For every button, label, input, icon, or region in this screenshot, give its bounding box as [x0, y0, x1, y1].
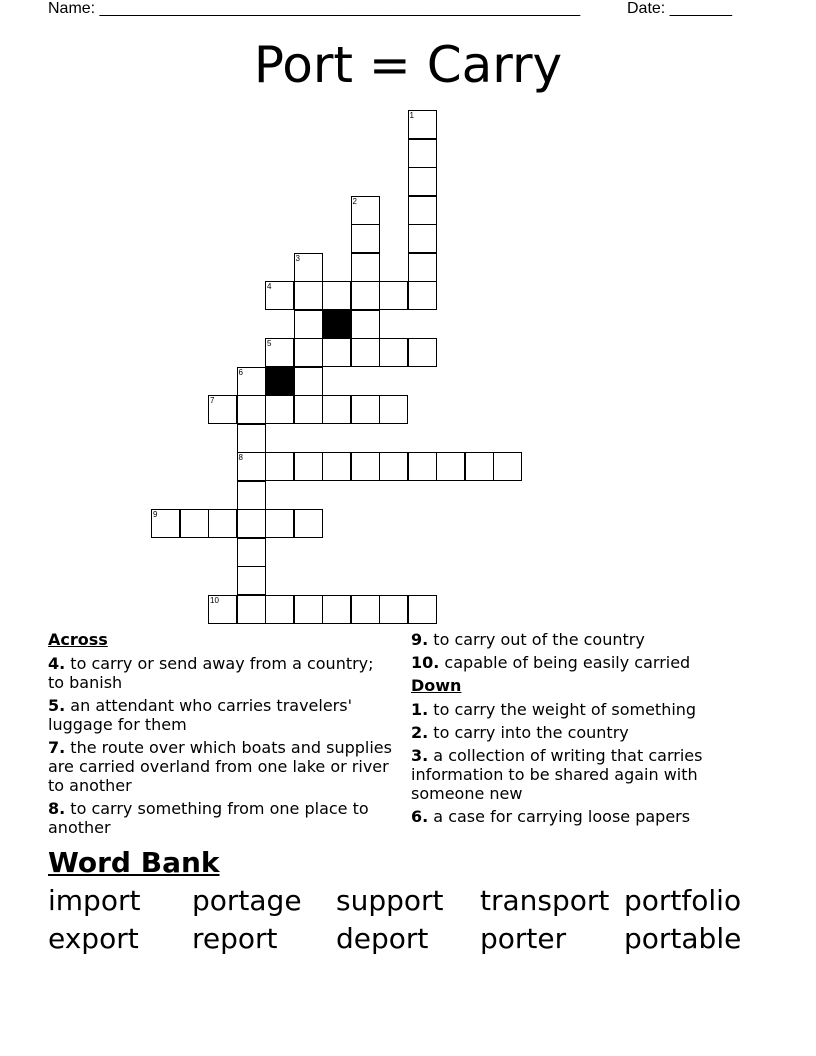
- clue-number-label: 9: [153, 510, 158, 519]
- word-bank-word: portage: [192, 884, 302, 917]
- clue-text: the route over which boats and supplies are carried overland from one lake or river to another: [48, 738, 392, 795]
- clue-across-9: [411, 630, 766, 649]
- crossword-cell[interactable]: [408, 253, 437, 282]
- crossword-cell[interactable]: [351, 595, 380, 624]
- crossword-cell[interactable]: [322, 595, 351, 624]
- clue-number: 4.: [48, 654, 66, 673]
- crossword-cell[interactable]: [379, 338, 408, 367]
- clue-number: 9.: [411, 630, 429, 649]
- clue-text: an attendant who carries travelers' luggage for them: [48, 696, 352, 734]
- crossword-cell[interactable]: [265, 595, 294, 624]
- crossword-cell[interactable]: [294, 253, 323, 282]
- clue-down-6: [411, 807, 766, 826]
- clue-number-label: 7: [210, 396, 215, 405]
- crossword-cell[interactable]: [408, 110, 437, 139]
- crossword-cell[interactable]: [322, 281, 351, 310]
- clue-number-label: 3: [295, 253, 300, 263]
- word-bank-word: support: [336, 884, 444, 917]
- word-bank-word: portable: [624, 922, 742, 955]
- word-bank-word: porter: [480, 922, 567, 955]
- crossword-cell[interactable]: [294, 452, 323, 481]
- crossword-cell[interactable]: [408, 338, 437, 367]
- crossword-cell[interactable]: [351, 281, 380, 310]
- crossword-cell[interactable]: [208, 509, 237, 538]
- crossword-cell[interactable]: [322, 452, 351, 481]
- crossword-cell[interactable]: [408, 196, 437, 225]
- clue-number: 6.: [411, 807, 429, 826]
- word-bank-word: portfolio: [624, 884, 742, 917]
- clues-section: [48, 630, 778, 845]
- crossword-cell[interactable]: [265, 509, 294, 538]
- crossword-cell[interactable]: [265, 395, 294, 424]
- clue-number: 1.: [411, 700, 429, 719]
- clue-text: to carry something from one place to another: [48, 799, 369, 837]
- crossword-cell[interactable]: [294, 281, 323, 310]
- clue-across-10: [411, 653, 766, 672]
- crossword-cell[interactable]: [465, 452, 494, 481]
- clue-number: 7.: [48, 738, 66, 757]
- crossword-cell[interactable]: [351, 395, 380, 424]
- crossword-cell[interactable]: [294, 367, 323, 396]
- clue-text: to carry the weight of something: [428, 700, 697, 719]
- word-bank-word: report: [192, 922, 278, 955]
- clue-down-1: [411, 700, 766, 719]
- crossword-cell[interactable]: [237, 481, 266, 510]
- clue-across-7: [48, 738, 393, 795]
- clue-number: 5.: [48, 696, 66, 715]
- crossword-cell[interactable]: [408, 281, 437, 310]
- crossword-cell[interactable]: [351, 310, 380, 339]
- crossword-cell[interactable]: [408, 224, 437, 253]
- crossword-cell[interactable]: [294, 509, 323, 538]
- crossword-cell[interactable]: [208, 595, 237, 624]
- crossword-cell[interactable]: [265, 281, 294, 310]
- clue-number-label: 6: [238, 367, 243, 377]
- clue-number: 10.: [411, 653, 440, 672]
- crossword-cell[interactable]: [322, 338, 351, 367]
- clue-number: 2.: [411, 723, 429, 742]
- crossword-cell[interactable]: [294, 338, 323, 367]
- crossword-cell[interactable]: [294, 595, 323, 624]
- clues-right-column: [411, 630, 766, 830]
- crossword-cell[interactable]: [237, 395, 266, 424]
- crossword-cell[interactable]: [237, 595, 266, 624]
- crossword-cell[interactable]: [379, 452, 408, 481]
- crossword-cell[interactable]: [408, 452, 437, 481]
- crossword-cell[interactable]: [436, 452, 465, 481]
- clue-text: to carry or send away from a country; to banish: [48, 654, 374, 692]
- crossword-cell[interactable]: [208, 395, 237, 424]
- word-bank-word: export: [48, 922, 139, 955]
- down-heading: Down: [411, 676, 462, 695]
- name-field: Name: ______________________________________________________: [48, 0, 581, 17]
- crossword-cell[interactable]: [237, 509, 266, 538]
- clue-number-label: 8: [238, 453, 243, 462]
- clue-across-5: [48, 696, 393, 734]
- crossword-cell[interactable]: [351, 338, 380, 367]
- clue-number-label: 2: [352, 196, 357, 206]
- clues-left-column: [48, 630, 393, 841]
- crossword-block: [265, 367, 294, 396]
- clue-number: 3.: [411, 746, 429, 765]
- clue-number-label: 10: [210, 595, 219, 605]
- date-field: Date: _______: [627, 0, 732, 17]
- crossword-cell[interactable]: [151, 509, 180, 538]
- crossword-cell[interactable]: [408, 595, 437, 624]
- crossword-cell[interactable]: [237, 538, 266, 567]
- across-heading: Across: [48, 630, 108, 649]
- clue-down-2: [411, 723, 766, 742]
- crossword-cell[interactable]: [322, 395, 351, 424]
- crossword-cell[interactable]: [493, 452, 522, 481]
- crossword-cell[interactable]: [379, 395, 408, 424]
- crossword-cell[interactable]: [237, 452, 266, 481]
- word-bank-word: transport: [480, 884, 610, 917]
- clue-text: to carry out of the country: [428, 630, 645, 649]
- crossword-cell[interactable]: [265, 338, 294, 367]
- crossword-cell[interactable]: [408, 139, 437, 168]
- clue-number-label: 1: [409, 111, 414, 120]
- crossword-cell[interactable]: [180, 509, 209, 538]
- clue-across-8: [48, 799, 393, 837]
- crossword-cell[interactable]: [379, 595, 408, 624]
- word-bank-word: import: [48, 884, 141, 917]
- word-bank: [48, 882, 768, 958]
- clue-text: to carry into the country: [428, 723, 629, 742]
- clue-across-4: [48, 654, 393, 692]
- clue-number-label: 4: [267, 282, 272, 291]
- word-bank-word: deport: [336, 922, 429, 955]
- crossword-cell[interactable]: [294, 310, 323, 339]
- clue-number-label: 5: [267, 339, 272, 348]
- crossword-cell[interactable]: [237, 424, 266, 453]
- crossword-cell[interactable]: [351, 196, 380, 225]
- clue-text: a case for carrying loose papers: [428, 807, 691, 826]
- page-title: Port = Carry: [253, 36, 563, 94]
- clue-text: capable of being easily carried: [439, 653, 691, 672]
- clue-number: 8.: [48, 799, 66, 818]
- crossword-block: [322, 310, 351, 339]
- clue-text: a collection of writing that carries information to be shared again with someone new: [411, 746, 703, 803]
- crossword-cell[interactable]: [379, 281, 408, 310]
- crossword-cell[interactable]: [237, 367, 266, 396]
- crossword-cell[interactable]: [408, 167, 437, 196]
- word-bank-title: Word Bank: [48, 846, 220, 879]
- crossword-cell[interactable]: [265, 452, 294, 481]
- crossword-cell[interactable]: [294, 395, 323, 424]
- crossword-cell[interactable]: [351, 253, 380, 282]
- clue-down-3: [411, 746, 766, 803]
- crossword-cell[interactable]: [237, 566, 266, 595]
- crossword-cell[interactable]: [351, 224, 380, 253]
- crossword-cell[interactable]: [351, 452, 380, 481]
